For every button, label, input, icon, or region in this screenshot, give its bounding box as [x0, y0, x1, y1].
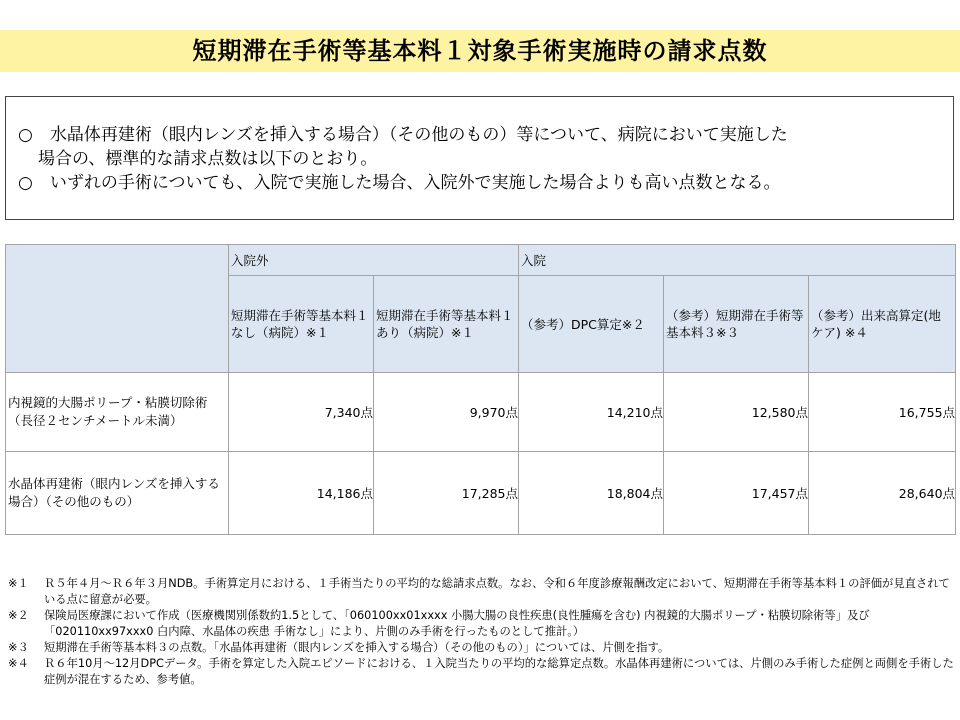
cell-value: 28,640点: [809, 452, 956, 535]
table-corner-cell: [6, 245, 229, 373]
points-table: [5, 244, 956, 535]
footnote-text: 保険局医療課において作成（医療機関別係数約1.5として、「060100xx01xxxx 小腸大腸の良性疾患(良性腫瘍を含む) 内視鏡的大腸ポリープ・粘膜切除術等」及び「020110xx97xxx0 白内障、水晶体の疾患 手術なし」により、片側のみ手術を行ったものとして推計。）: [44, 609, 870, 638]
cell-value: 16,755点: [809, 373, 956, 452]
row-label: 内視鏡的大腸ポリープ・粘膜切除術（長径２センチメートル未満）: [6, 373, 229, 452]
column-header: （参考）DPC算定※２: [519, 276, 664, 373]
column-header: （参考）短期滞在手術等基本料３※３: [664, 276, 809, 373]
footnote-mark: ※２: [8, 609, 29, 622]
cell-value: 14,210点: [519, 373, 664, 452]
row-label: 水晶体再建術（眼内レンズを挿入する場合）（その他のもの）: [6, 452, 229, 535]
footnote-text: 短期滞在手術等基本料３の点数。「水晶体再建術（眼内レンズを挿入する場合）（その他のもの）」については、片側を指す。: [44, 641, 670, 654]
column-header: （参考）出来高算定(地ケア) ※４: [809, 276, 956, 373]
footnote: [8, 640, 954, 656]
table-row: [6, 452, 956, 535]
summary-line-1-cont: 場合の、標準的な請求点数は以下のとおり。: [38, 149, 378, 169]
footnote-text: Ｒ６年10月～12月DPCデータ。手術を算定した入院エピソードにおける、１入院当たりの平均的な総算定点数。水晶体再建術については、片側のみ手術した症例と両側を手術した症例が混在するため、参考値。: [44, 657, 954, 686]
cell-value: 17,285点: [374, 452, 519, 535]
cell-value: 7,340点: [229, 373, 374, 452]
table-row: [6, 373, 956, 452]
cell-value: 18,804点: [519, 452, 664, 535]
footnote-text: Ｒ５年４月～Ｒ６年３月NDB。手術算定月における、１手術当たりの平均的な総請求点数。なお、令和６年度診療報酬改定において、短期滞在手術等基本料１の評価が見直されている点に留意が必要。: [44, 577, 950, 606]
cell-value: 14,186点: [229, 452, 374, 535]
footnote: [8, 608, 954, 640]
summary-line-2: ○ いずれの手術についても、入院で実施した場合、入院外で実施した場合よりも高い点数となる。: [18, 173, 781, 193]
footnote: [8, 576, 954, 608]
group-header-inpatient: 入院: [519, 245, 956, 276]
cell-value: 12,580点: [664, 373, 809, 452]
footnote-mark: ※４: [8, 657, 29, 670]
footnotes: [8, 576, 954, 688]
cell-value: 9,970点: [374, 373, 519, 452]
group-header-outpatient: 入院外: [229, 245, 519, 276]
footnote-mark: ※３: [8, 641, 29, 654]
column-header: 短期滞在手術等基本料１あり（病院）※１: [374, 276, 519, 373]
summary-line-1: ○ 水晶体再建術（眼内レンズを挿入する場合）（その他のもの）等について、病院において実施した: [18, 125, 788, 145]
cell-value: 17,457点: [664, 452, 809, 535]
column-header: 短期滞在手術等基本料１なし（病院）※１: [229, 276, 374, 373]
page-title: 短期滞在手術等基本料１対象手術実施時の請求点数: [192, 37, 768, 65]
footnote-mark: ※１: [8, 577, 29, 590]
summary-box: [5, 96, 954, 220]
footnote: [8, 656, 954, 688]
